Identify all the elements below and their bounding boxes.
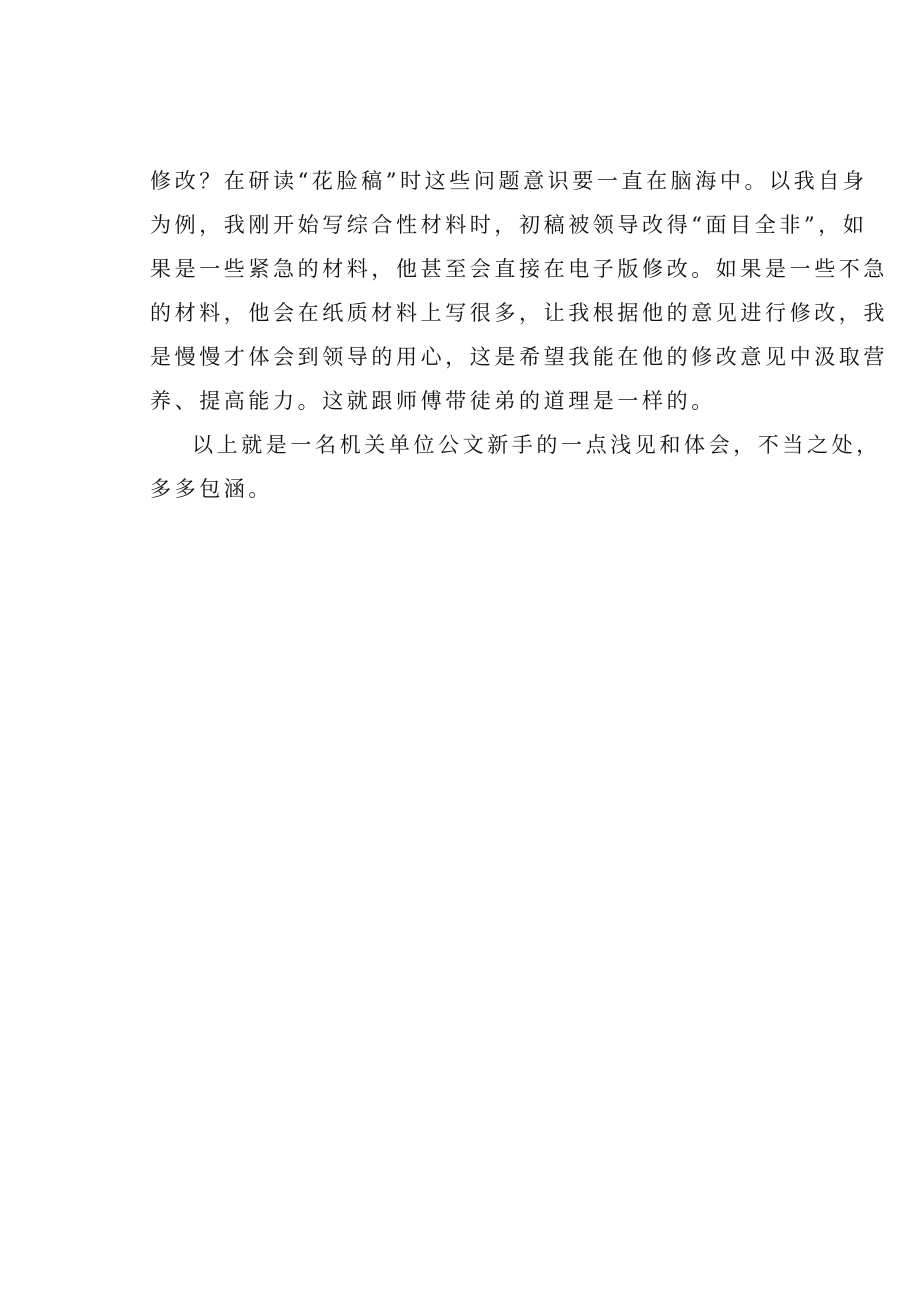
paragraph-closing [150,423,881,511]
text-line: 果是一些紧急的材料，他甚至会直接在电子版修改。如果是一些不急 [150,257,888,281]
text-line: 多多包涵。 [150,477,273,501]
text-line: 以上就是一名机关单位公文新手的一点浅见和体会，不当之处， [192,433,881,457]
text-line: 是慢慢才体会到领导的用心，这是希望我能在他的修改意见中汲取营 [150,345,888,369]
text-line: 修改？在研读“花脸稿”时这些问题意识要一直在脑海中。以我自身 [150,169,868,193]
text-line: 为例，我刚开始写综合性材料时，初稿被领导改得“面目全非”，如 [150,213,868,237]
text-line: 养、提高能力。这就跟师傅带徒弟的道理是一样的。 [150,389,716,413]
paragraph-continuation [150,159,888,423]
text-line: 的材料，他会在纸质材料上写很多，让我根据他的意见进行修改，我 [150,301,888,325]
document-body [150,159,888,511]
